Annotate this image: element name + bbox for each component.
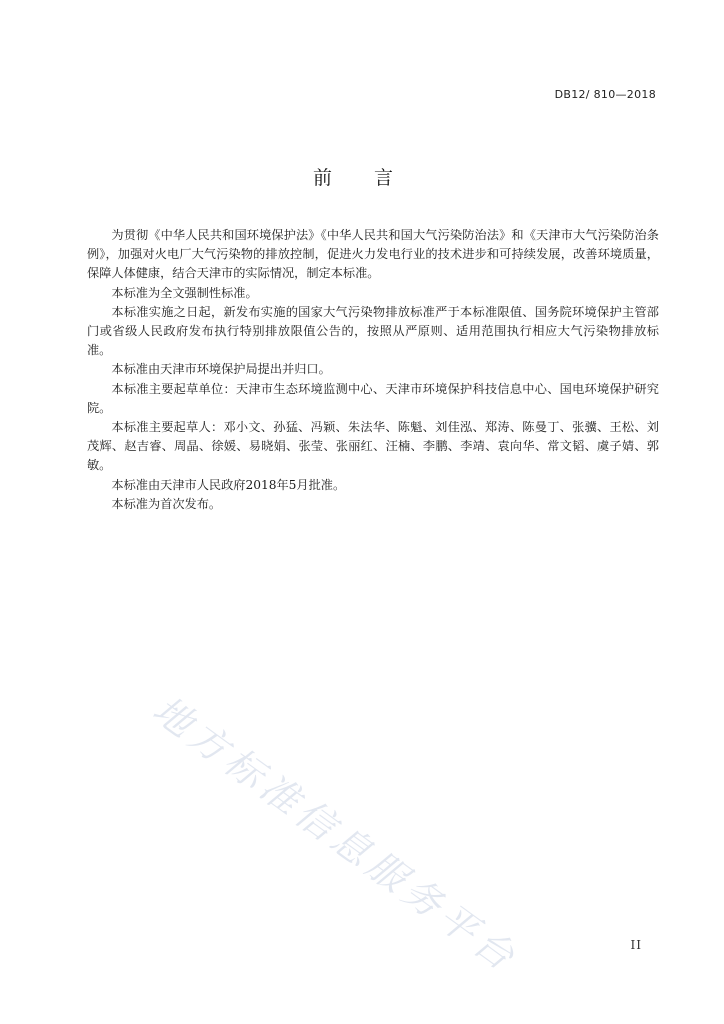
page-title: 前 言: [312, 167, 412, 189]
paragraph-drafters: 本标准主要起草人：邓小文、孙猛、冯颖、朱法华、陈魁、刘佳泓、郑涛、陈曼丁、张骥、王松、刘茂辉、赵吉睿、周晶、徐媛、易晓娟、张莹、张丽红、汪楠、李鹏、李靖、袁向华、常文韬、虞子婧、郭敏。: [87, 420, 659, 473]
foreword-body: [87, 226, 659, 514]
paragraph-approval: 本标准由天津市人民政府2018年5月批准。: [111, 477, 346, 492]
paragraph-purpose: 为贯彻《中华人民共和国环境保护法》《中华人民共和国大气污染防治法》和《天津市大气污染防治条例》，加强对火电厂大气污染物的排放控制，促进火力发电行业的技术进步和可持续发展，改善环境质量，保障人体健康，结合天津市的实际情况，制定本标准。: [87, 228, 659, 281]
watermark-text: 地方标准信息服务平台: [144, 687, 527, 982]
paragraph-drafting-units: 本标准主要起草单位：天津市生态环境监测中心、天津市环境保护科技信息中心、国电环境保护研究院。: [87, 381, 659, 415]
paragraph-proposer: 本标准由天津市环境保护局提出并归口。: [111, 362, 331, 377]
page-number: II: [630, 938, 642, 952]
paragraph-implementation: 本标准实施之日起，新发布实施的国家大气污染物排放标准严于本标准限值、国务院环境保护主管部门或省级人民政府发布执行特别排放限值公告的，按照从严原则、适用范围执行相应大气污染物排放标准。: [87, 304, 659, 358]
document-code: DB12/ 810—2018: [554, 88, 656, 101]
paragraph-mandatory: 本标准为全文强制性标准。: [111, 285, 258, 300]
paragraph-first-release: 本标准为首次发布。: [111, 496, 222, 511]
